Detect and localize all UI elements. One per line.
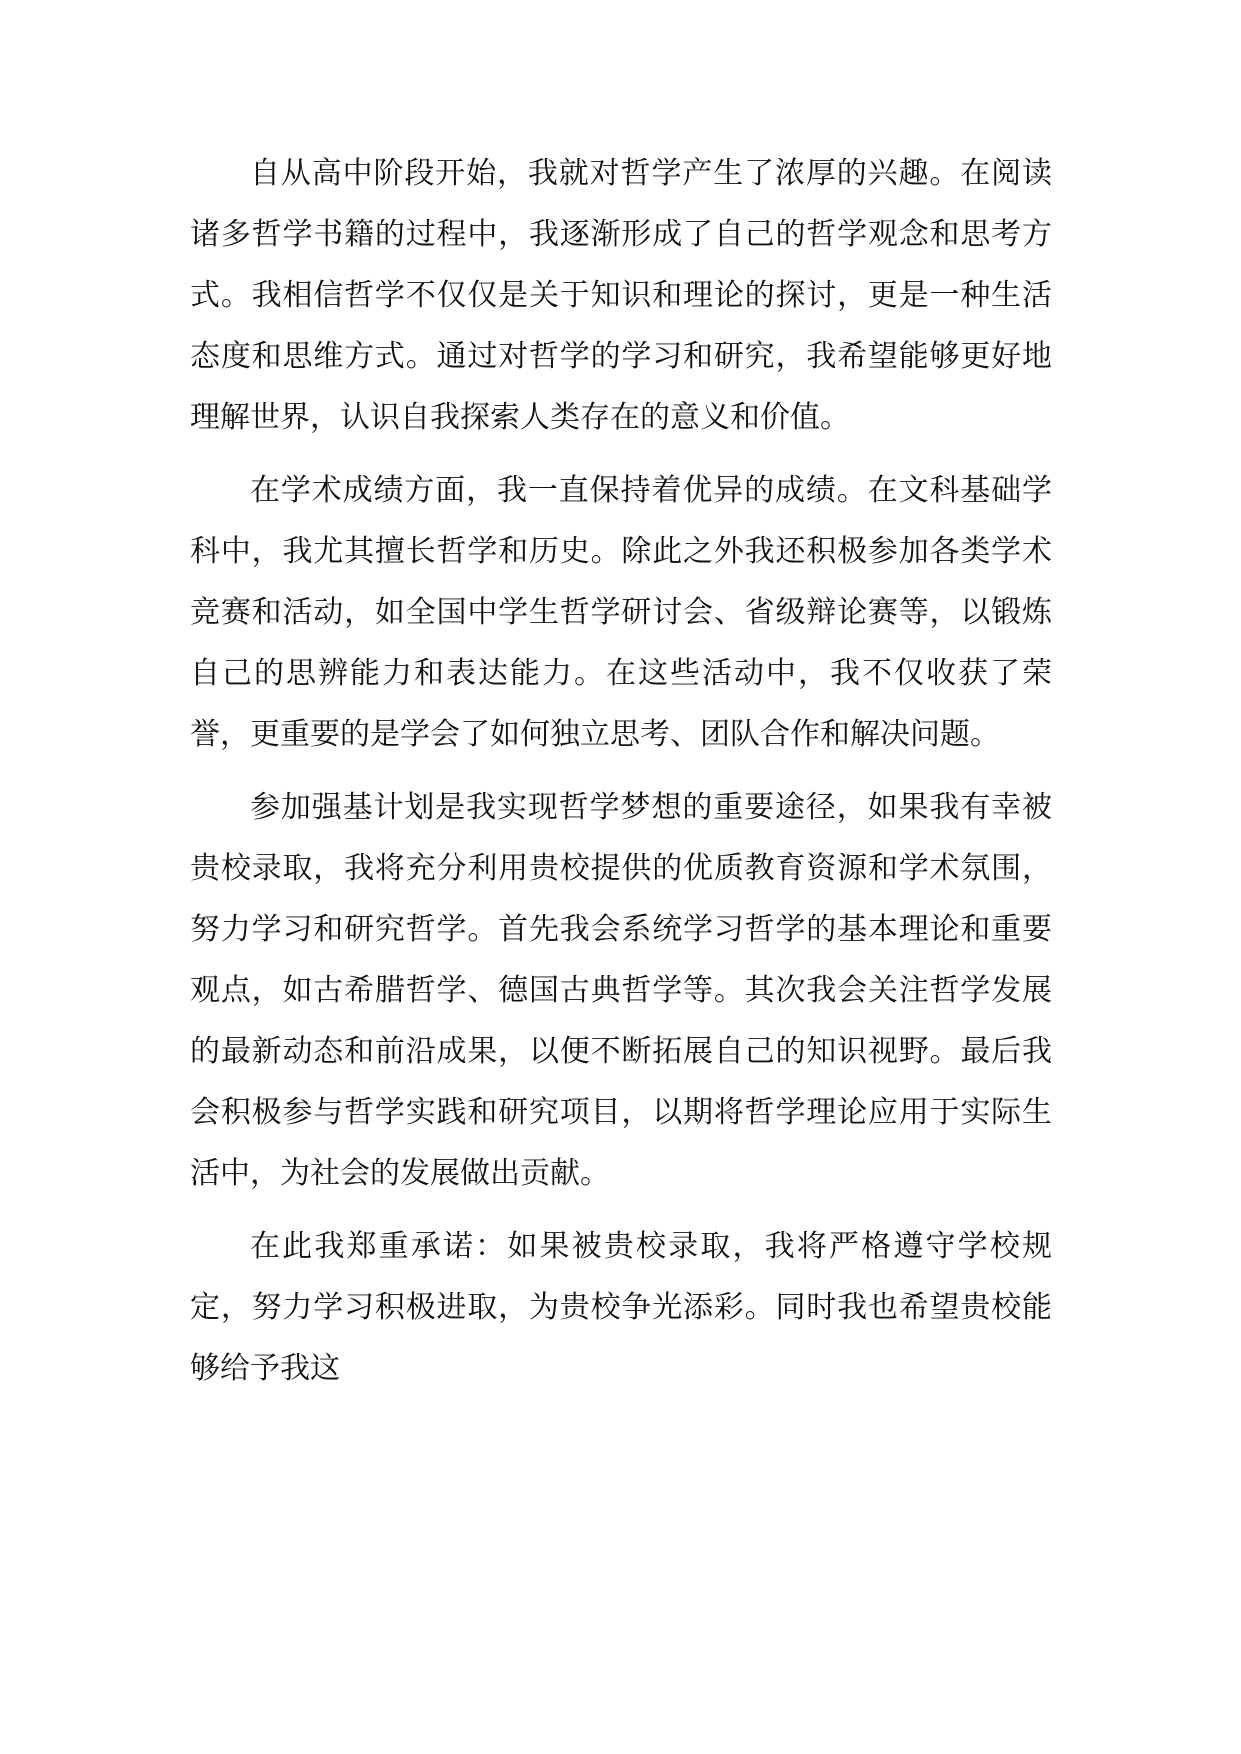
paragraph-academic-achievements: 在学术成绩方面，我一直保持着优异的成绩。在文科基础学科中，我尤其擅长哲学和历史。除此之外我还积极参加各类学术竞赛和活动，如全国中学生哲学研讨会、省级辩论赛等，以锻炼自己的思辨能力和表达能力。在这些活动中，我不仅收获了荣誉，更重要的是学会了如何独立思考、团队合作和解决问题。: [190, 473, 1052, 752]
document-body: [190, 143, 1052, 1399]
paragraph-commitment: 在此我郑重承诺：如果被贵校录取，我将严格遵守学校规定，努力学习积极进取，为贵校争光添彩。同时我也希望贵校能够给予我这: [190, 1229, 1052, 1386]
paragraph-study-plan: 参加强基计划是我实现哲学梦想的重要途径，如果我有幸被贵校录取，我将充分利用贵校提供的优质教育资源和学术氛围，努力学习和研究哲学。首先我会系统学习哲学的基本理论和重要观点，如古希腊哲学、德国古典哲学等。其次我会关注哲学发展的最新动态和前沿成果，以便不断拓展自己的知识视野。最后我会积极参与哲学实践和研究项目，以期将哲学理论应用于实际生活中，为社会的发展做出贡献。: [190, 790, 1052, 1191]
paragraph-interest-in-philosophy: 自从高中阶段开始，我就对哲学产生了浓厚的兴趣。在阅读诸多哲学书籍的过程中，我逐渐形成了自己的哲学观念和思考方式。我相信哲学不仅仅是关于知识和理论的探讨，更是一种生活态度和思维方式。通过对哲学的学习和研究，我希望能够更好地理解世界，认识自我探索人类存在的意义和价值。: [190, 156, 1052, 435]
